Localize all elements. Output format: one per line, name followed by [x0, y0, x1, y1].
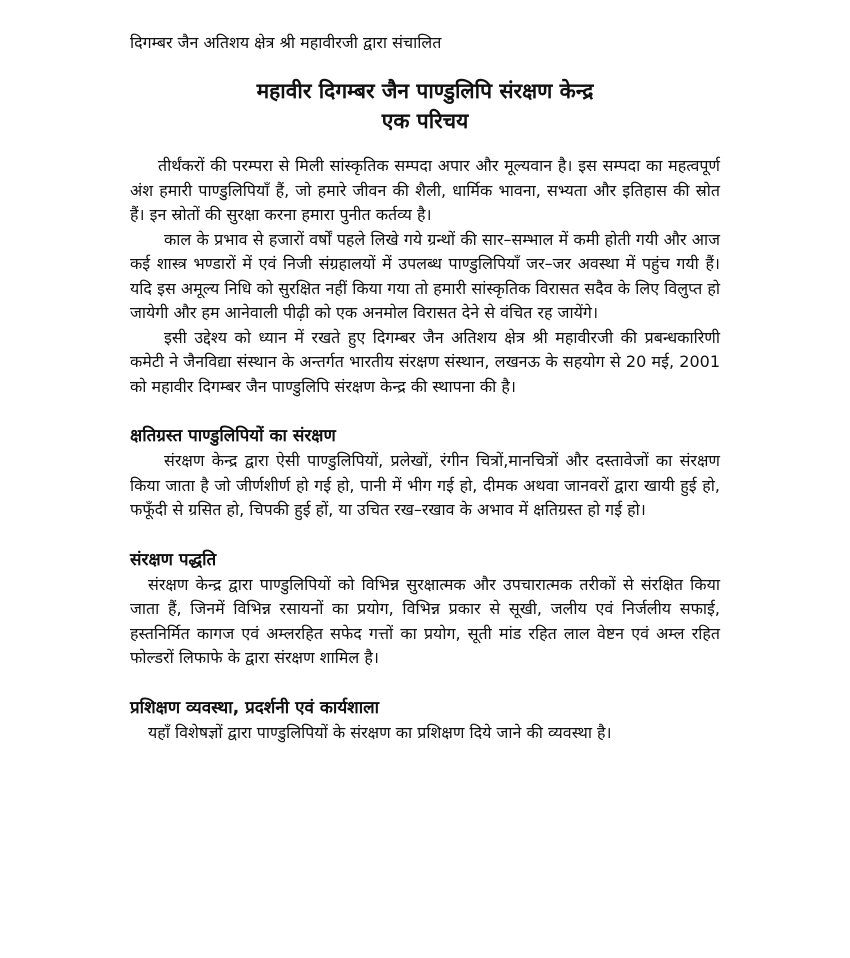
- intro-paragraph-3: इसी उद्देश्य को ध्यान में रखते हुए दिगम्बर जैन अतिशय क्षेत्र श्री महावीरजी की प्रबन्धकारिणी कमेटी ने जैनविद्या संस्थान के अन्तर्गत भारतीय संरक्षण संस्थान, लखनऊ के सहयोग से 20 मई, 2001 को महावीर दिगम्बर जैन पाण्डुलिपि संरक्षण केन्द्र की स्थापना की है।: [130, 327, 720, 396]
- section-heading-method: संरक्षण पद्धति: [130, 549, 217, 570]
- section-gap: [130, 399, 720, 424]
- intro-paragraph-1: तीर्थंकरों की परम्परा से मिली सांस्कृतिक सम्पदा अपार और मूल्यवान है। इस सम्पदा का महत्वपूर्ण अंश हमारी पाण्डुलिपियाँ हैं, जो हमारे जीवन की शैली, धार्मिक भावना, सभ्यता और इतिहास की स्रोत हैं। इन स्रोतों की सुरक्षा करना हमारा पुनीत कर्तव्य है।: [130, 156, 720, 224]
- document-subtitle: एक परिचय: [381, 109, 469, 133]
- section-heading-damaged: क्षतिग्रस्त पाण्डुलिपियों का संरक्षण: [130, 426, 336, 446]
- intro-paragraph-2: काल के प्रभाव से हजारों वर्षों पहले लिखे गये ग्रन्थों की सार–सम्भाल में कमी होती गयी और आज कई शास्त्र भण्डारों में एवं निजी संग्रहालयों में उपलब्ध पाण्डुलिपियाँ जर–जर अवस्था में पहुंच गयी हैं। यदि इस अमूल्य निधि को सुरक्षित नहीं किया गया तो हमारी सांस्कृतिक विरासत सदैव के लिए विलुप्त हो जायेगी और हम आनेवाली पीढ़ी को एक अनमोल विरासत देने से वंचित रह जायेंगे।: [130, 229, 720, 322]
- section-text-method: संरक्षण केन्द्र द्वारा पाण्डुलिपियों को विभिन्न सुरक्षात्मक और उपचारात्मक तरीकों से संरक्षित किया जाता हैं, जिनमें विभिन्न रसायनों का प्रयोग, विभिन्न प्रकार से सूखी, जलीय एवं निर्जलीय सफाई, हस्तनिर्मित कागज एवं अम्लरहित सफेद गत्तों का प्रयोग, सूती मांड रहित लाल वेष्टन एवं अम्ल रहित फोल्डरों लिफाफे के द्वारा संरक्षण शामिल है।: [130, 574, 720, 667]
- document-title: महावीर दिगम्बर जैन पाण्डुलिपि संरक्षण केन्द्र: [256, 79, 594, 103]
- section-gap: [130, 671, 720, 696]
- header-line: दिगम्बर जैन अतिशय क्षेत्र श्री महावीरजी द्वारा संचालित: [130, 33, 442, 52]
- section-text-training: यहाँ विशेषज्ञों द्वारा पाण्डुलिपियों के संरक्षण का प्रशिक्षण दिये जाने की व्यवस्था है।: [148, 722, 612, 742]
- section-heading-training: प्रशिक्षण व्यवस्था, प्रदर्शनी एवं कार्यशाला: [130, 697, 380, 718]
- section-gap: [130, 523, 720, 548]
- section-text-damaged: संरक्षण केन्द्र द्वारा ऐसी पाण्डुलिपियों, प्रलेखों, रंगीन चित्रों,मानचित्रों और दस्तावेजों का संरक्षण किया जाता है जो जीर्णशीर्ण हो गई हो, पानी में भीग गई हो, दीमक अथवा जानवरों द्वारा खायी हुई हो, फफूँदी से ग्रसित हो, चिपकी हुई हों, या उचित रख–रखाव के अभाव में क्षतिग्रस्त हो गई हो।: [130, 451, 720, 519]
